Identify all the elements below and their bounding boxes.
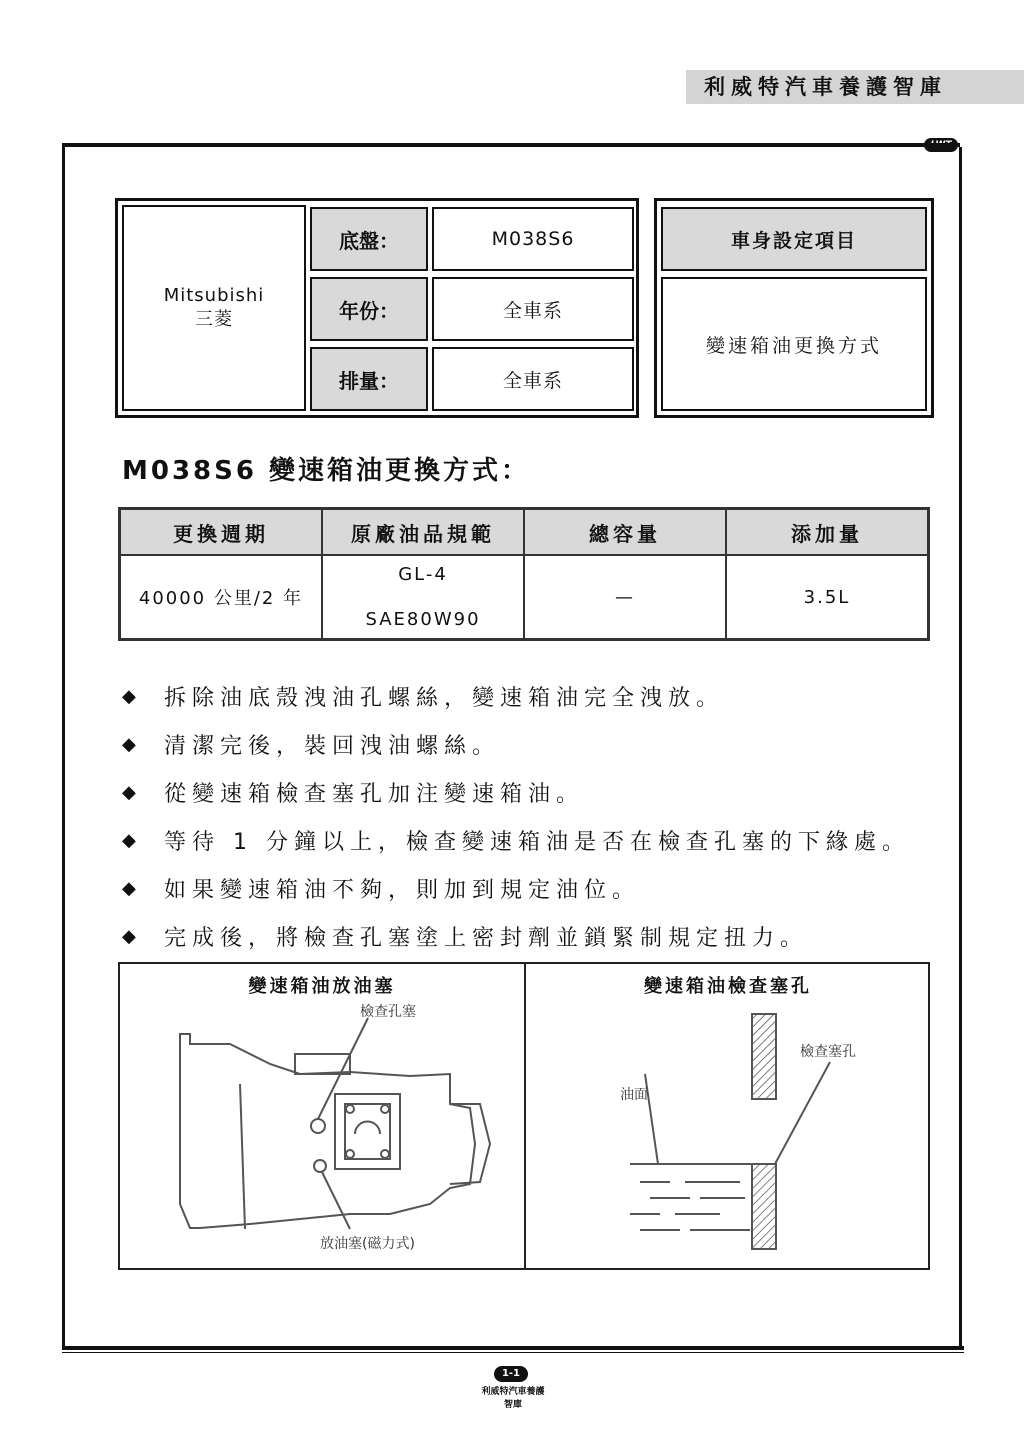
oil-level-label: 油面 <box>620 1087 648 1103</box>
capacity-value: — <box>615 586 635 608</box>
list-item <box>122 768 910 816</box>
section-title: M038S6 變速箱油更換方式： <box>122 456 531 486</box>
brand-banner: 利威特汽車養護智庫 <box>686 70 1024 104</box>
chassis-value: M038S6 <box>432 207 634 271</box>
step-text: 從變速箱檢查塞孔加注變速箱油。 <box>164 781 585 807</box>
step-text: 拆除油底殼洩油孔螺絲，變速箱油完全洩放。 <box>164 685 725 711</box>
figure-divider <box>524 964 526 1268</box>
bottom-divider <box>62 1346 964 1350</box>
setting-box <box>654 198 934 418</box>
list-item <box>122 720 910 768</box>
figure-panel <box>118 962 930 1270</box>
list-item <box>122 864 910 912</box>
step-text: 清潔完後，裝回洩油螺絲。 <box>164 733 501 759</box>
list-item <box>122 672 910 720</box>
step-text: 等待 1 分鐘以上，檢查變速箱油是否在檢查孔塞的下緣處。 <box>164 829 910 855</box>
header-oil-spec: 原廠油品規範 <box>323 510 525 556</box>
year-value: 全車系 <box>432 277 634 341</box>
displacement-value: 全車系 <box>432 347 634 411</box>
step-text: 完成後，將檢查孔塞塗上密封劑並鎖緊制規定扭力。 <box>164 925 809 951</box>
figure-right-title: 變速箱油檢查塞孔 <box>644 976 812 997</box>
transmission-drain-diagram <box>150 1004 500 1264</box>
vehicle-info-box <box>115 198 639 418</box>
make-english: Mitsubishi <box>163 285 265 306</box>
displacement-label: 排量： <box>310 347 428 411</box>
oil-spec-viscosity: SAE80W90 <box>365 609 481 630</box>
diamond-bullet-icon: ◆ <box>122 925 136 947</box>
footer-brand: 利威特汽車養護智庫 <box>481 1387 545 1410</box>
setting-value: 變速箱油更換方式 <box>661 277 927 411</box>
page-number: 1-1 <box>494 1366 528 1382</box>
diamond-bullet-icon: ◆ <box>122 685 136 707</box>
check-hole-label: 檢查塞孔 <box>800 1044 856 1060</box>
setting-title: 車身設定項目 <box>661 207 927 271</box>
list-item <box>122 912 910 960</box>
diamond-bullet-icon: ◆ <box>122 829 136 851</box>
interval-value: 40000 公里/2 年 <box>138 588 304 609</box>
header-interval: 更換週期 <box>121 510 323 556</box>
diamond-bullet-icon: ◆ <box>122 781 136 803</box>
diamond-bullet-icon: ◆ <box>122 877 136 899</box>
oil-level-diagram <box>580 1004 900 1264</box>
fill-value: 3.5L <box>803 586 851 608</box>
drain-plug-label: 放油塞(磁力式) <box>320 1236 415 1252</box>
year-label: 年份： <box>310 277 428 341</box>
header-fill: 添加量 <box>727 510 927 556</box>
oil-spec-grade: GL-4 <box>398 564 448 585</box>
diamond-bullet-icon: ◆ <box>122 733 136 755</box>
figure-left-title: 變速箱油放油塞 <box>248 976 396 997</box>
list-item <box>122 816 910 864</box>
cell-interval <box>121 556 323 638</box>
make-cell <box>122 205 306 411</box>
cell-fill <box>727 556 927 638</box>
procedure-steps <box>122 672 910 960</box>
header-capacity: 總容量 <box>525 510 727 556</box>
step-text: 如果變速箱油不夠，則加到規定油位。 <box>164 877 641 903</box>
spec-table <box>118 507 930 641</box>
bottom-divider-thin <box>62 1352 964 1353</box>
cell-oil-spec <box>323 556 525 638</box>
make-chinese: 三菱 <box>195 309 233 330</box>
cell-capacity <box>525 556 727 638</box>
check-plug-label: 檢查孔塞 <box>360 1004 416 1020</box>
chassis-label: 底盤： <box>310 207 428 271</box>
